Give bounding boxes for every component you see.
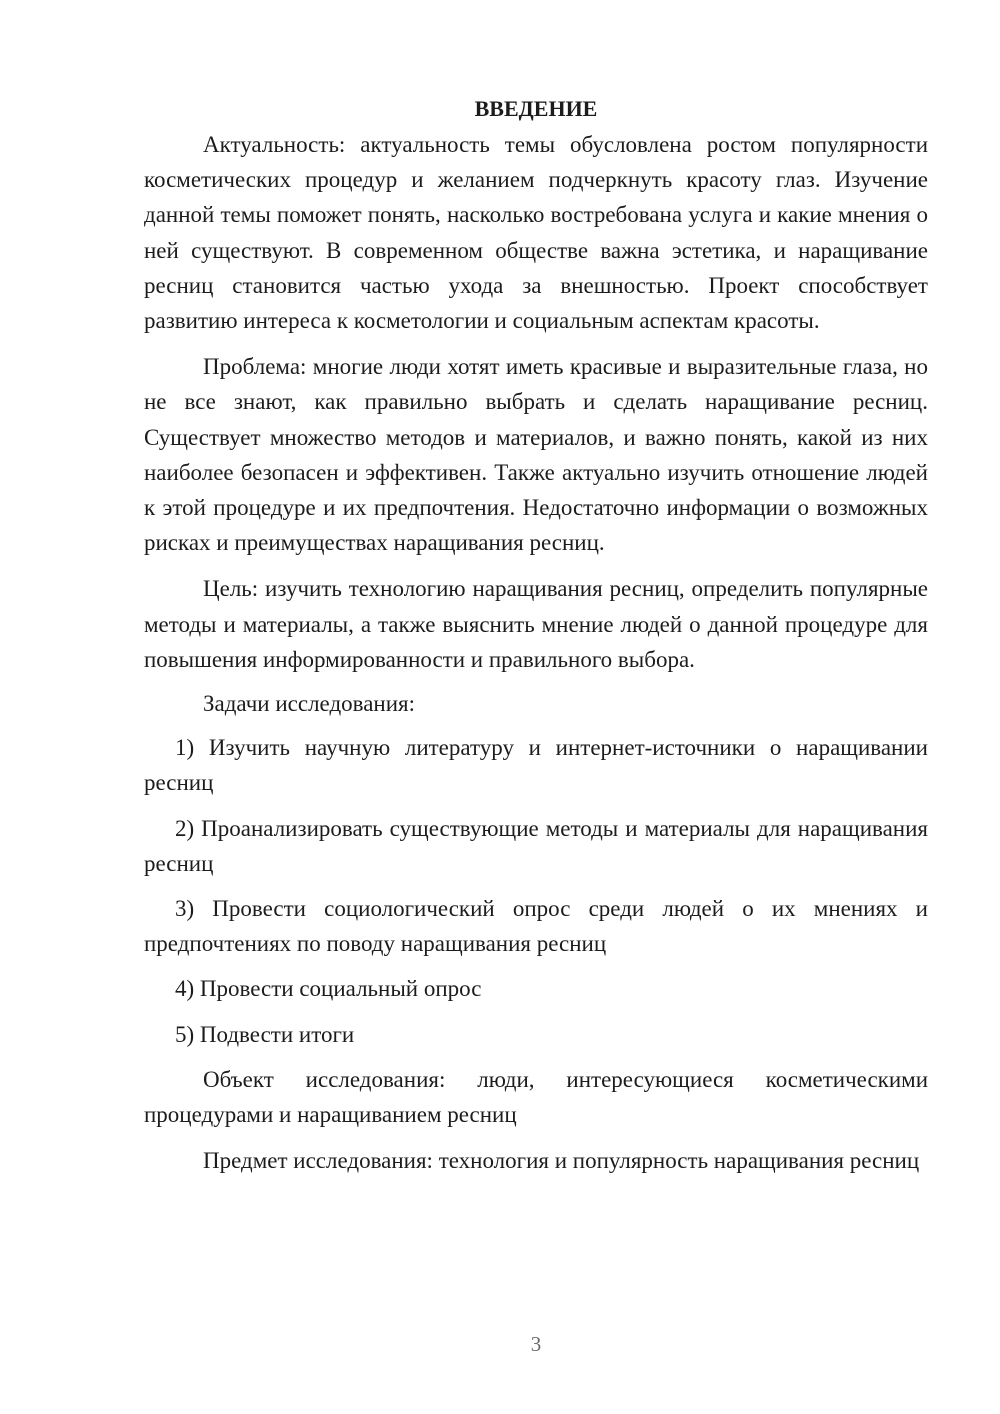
object-paragraph: Объект исследования: люди, интересующиеся косметическими процедурами и наращиванием ресниц <box>144 1066 928 1128</box>
problem-paragraph: Проблема: многие люди хотят иметь красивые и выразительные глаза, но не все знают, как правильно выбрать и сделать наращивание ресниц. Существует множество методов и материалов, и важно понять, какой из них наиболее безопасен и эффективен. Также актуально изучить отношение людей к этой процедуре и их предпочтения. Недостаточно информации о возможных рисках и преимуществах наращивания ресниц. <box>144 354 928 556</box>
task-item: 3) Провести социологический опрос среди людей о их мнениях и предпочтениях по поводу наращивания ресниц <box>144 896 928 957</box>
task-item: 4) Провести социальный опрос <box>175 976 482 1002</box>
page-title: ВВЕДЕНИЕ <box>474 96 598 121</box>
task-item: 2) Проанализировать существующие методы и материалы для наращивания ресниц <box>144 815 928 876</box>
tasks-heading: Задачи исследования: <box>203 691 416 717</box>
page-content <box>144 91 928 1189</box>
task-item: 5) Подвести итоги <box>175 1021 355 1047</box>
subject-paragraph: Предмет исследования: технология и популярность наращивания ресниц <box>203 1148 920 1174</box>
task-item: 1) Изучить научную литературу и интернет-источники о наращивании ресниц <box>144 735 928 796</box>
page-number: 3 <box>530 1332 542 1356</box>
goal-paragraph: Цель: изучить технологию наращивания ресниц, определить популярные методы и материалы, а также выяснить мнение людей о данной процедуре для повышения информированности и правильного выбора. <box>144 576 928 672</box>
tasks-list <box>144 730 928 1052</box>
relevance-paragraph: Актуальность: актуальность темы обусловлена ростом популярности косметических процедур и желанием подчеркнуть красоту глаз. Изучение данной темы поможет понять, насколько востребована услуга и какие мнения о ней существуют. В современном обществе важна эстетика, и наращивание ресниц становится частью ухода за внешностью. Проект способствует развитию интереса к косметологии и социальным аспектам красоты. <box>144 132 928 334</box>
